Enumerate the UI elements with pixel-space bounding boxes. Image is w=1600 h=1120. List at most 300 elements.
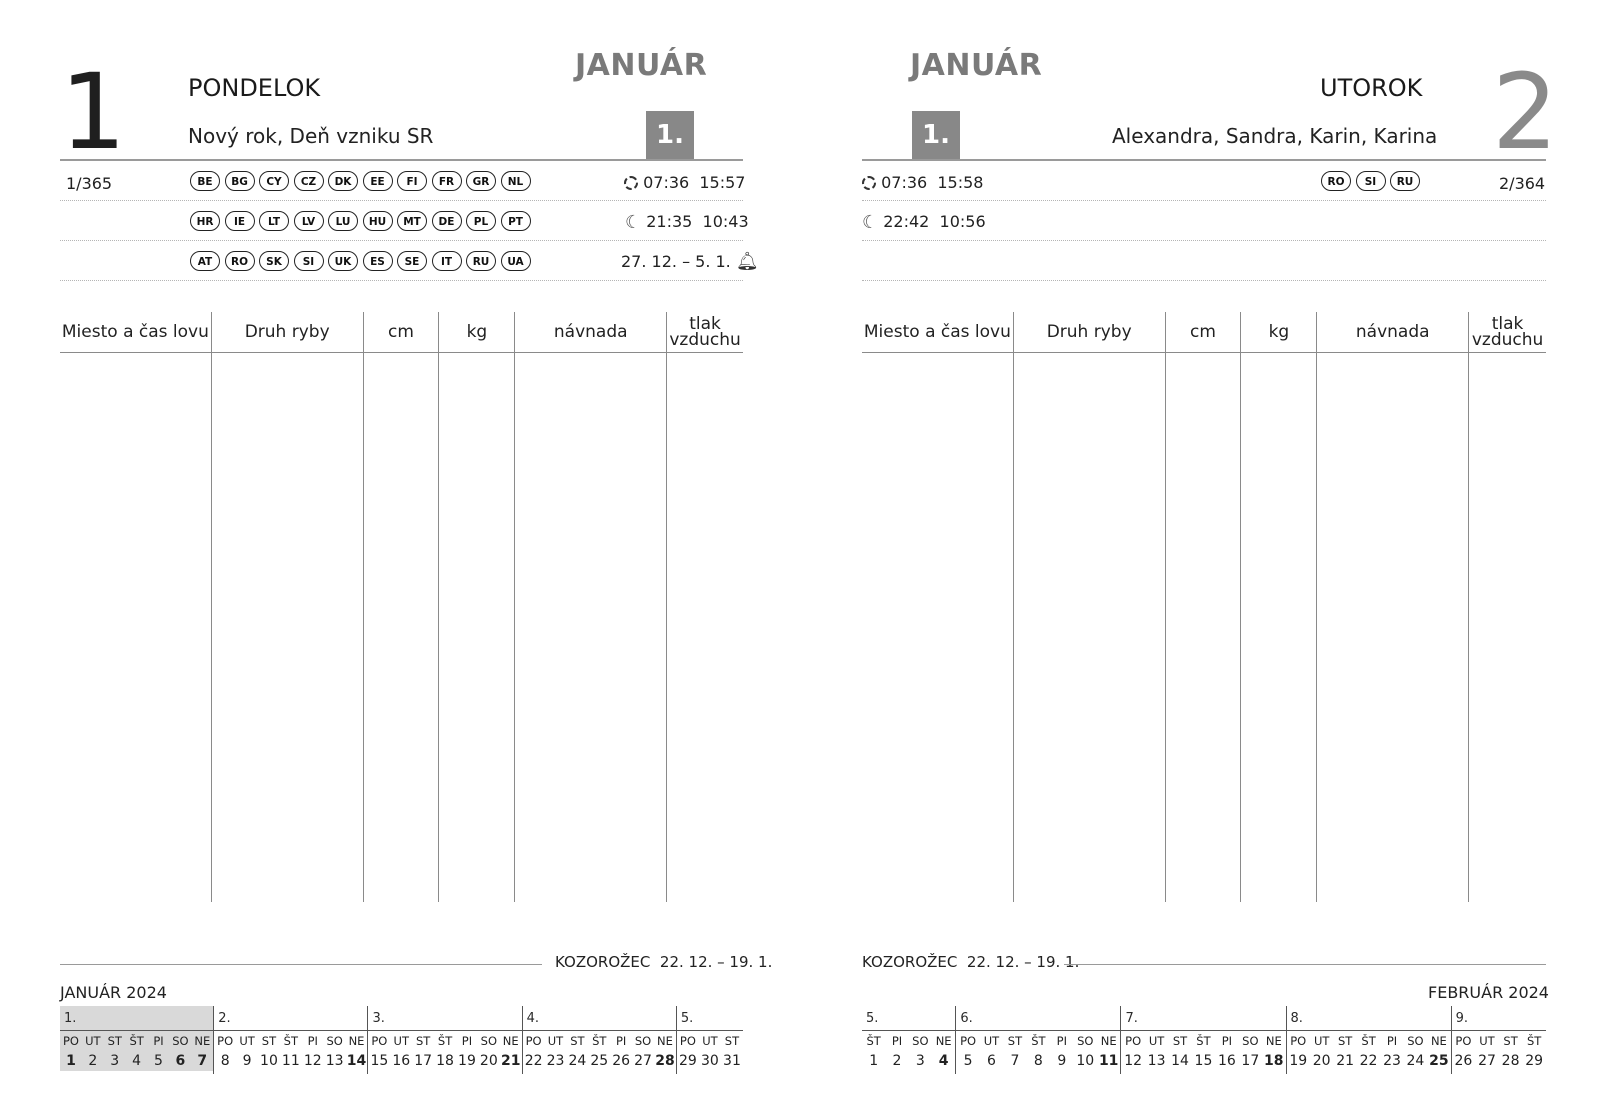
day-number: 22 <box>1359 1053 1378 1069</box>
country-code-badge: HU <box>363 211 393 231</box>
mini-calendar-day[interactable] <box>1145 1031 1168 1071</box>
weekday-abbrev: ST <box>1503 1034 1518 1048</box>
zodiac-sign: KOZOROŽEC 22. 12. – 19. 1. <box>555 953 773 971</box>
mini-calendar-day[interactable] <box>885 1031 908 1071</box>
column-air-pressure[interactable] <box>667 312 743 902</box>
mini-calendar <box>862 1006 1546 1074</box>
mini-calendar-day[interactable] <box>1168 1031 1191 1071</box>
country-code-badge: PL <box>466 211 496 231</box>
mini-calendar-day[interactable] <box>932 1031 955 1071</box>
country-code-badge: UK <box>328 251 358 271</box>
mini-calendar-week <box>1121 1006 1286 1074</box>
weekday-abbrev: SO <box>1242 1034 1259 1048</box>
mini-calendar-week <box>677 1006 743 1074</box>
mini-calendar-day[interactable] <box>456 1031 478 1071</box>
weekday-abbrev: PI <box>1386 1034 1398 1048</box>
day-number: 1 <box>60 51 127 173</box>
mini-calendar-day[interactable] <box>980 1031 1003 1071</box>
day-number: 15 <box>370 1053 389 1069</box>
weekday-abbrev: UT <box>239 1034 255 1048</box>
mini-calendar-week <box>60 1006 214 1074</box>
column-header: kg <box>439 312 514 353</box>
country-code-badge: RU <box>466 251 496 271</box>
mini-calendar-day[interactable] <box>566 1031 588 1071</box>
mini-calendar-day[interactable] <box>1499 1031 1523 1071</box>
day-number: 28 <box>655 1053 675 1069</box>
school-holiday <box>621 251 759 272</box>
mini-calendar-day[interactable] <box>588 1031 610 1071</box>
country-code-badge: BE <box>190 171 220 191</box>
divider <box>862 200 1546 201</box>
country-code-badge: LV <box>294 211 324 231</box>
weekday-abbrev: PO <box>1125 1034 1142 1048</box>
column-header: tlak vzduchu <box>1469 312 1546 353</box>
day-number: 31 <box>723 1053 741 1069</box>
day-number: 30 <box>701 1053 719 1069</box>
weekday-abbrev: SO <box>326 1034 343 1048</box>
day-number: 16 <box>392 1053 411 1069</box>
weekday-abbrev: ŠT <box>1031 1034 1046 1048</box>
weekday-abbrev: NE <box>1100 1034 1117 1048</box>
catch-log-table <box>862 312 1546 902</box>
sun-times <box>624 173 745 192</box>
weekday-abbrev: ŠT <box>1526 1034 1542 1048</box>
country-code-badge: RU <box>1390 171 1420 191</box>
weekday-abbrev: UT <box>85 1034 101 1048</box>
mini-calendar-day[interactable] <box>148 1031 170 1071</box>
weekday-abbrev: UT <box>1148 1034 1165 1048</box>
mini-calendar-day[interactable] <box>368 1031 390 1071</box>
mini-calendar-week <box>1452 1006 1546 1074</box>
column-header: cm <box>364 312 439 353</box>
country-code-badge: SE <box>397 251 427 271</box>
country-code-badge: DE <box>432 211 462 231</box>
mini-calendar-day[interactable] <box>191 1031 213 1071</box>
weekday-abbrev: UT <box>702 1034 718 1048</box>
weekday-abbrev: PI <box>153 1034 164 1048</box>
weekday-abbrev: NE <box>348 1034 365 1048</box>
country-codes-row-3 <box>190 251 535 271</box>
month-name: JANUÁR <box>910 48 1043 83</box>
day-number: 14 <box>1171 1053 1189 1069</box>
mini-calendar-day[interactable] <box>1262 1031 1285 1071</box>
weekday-abbrev: ST <box>724 1034 740 1048</box>
month-name: JANUÁR <box>575 48 708 83</box>
day-number: 26 <box>612 1053 631 1069</box>
day-number: 2 <box>892 1053 902 1069</box>
mini-calendar-title: FEBRUÁR 2024 <box>1428 983 1549 1002</box>
mini-calendar-day[interactable] <box>280 1031 302 1071</box>
country-code-badge: NL <box>501 171 531 191</box>
week-number: 7. <box>1121 1006 1285 1031</box>
mini-calendar-day[interactable] <box>1215 1031 1238 1071</box>
weekday-abbrev: ŠT <box>283 1034 298 1048</box>
week-number: 1. <box>60 1006 213 1031</box>
weekday-abbrev: SO <box>912 1034 929 1048</box>
weekday-abbrev: PI <box>1221 1034 1233 1048</box>
mini-calendar-day[interactable] <box>1239 1031 1262 1071</box>
weekday-abbrev: PO <box>679 1034 696 1048</box>
country-code-badge: LU <box>328 211 358 231</box>
column-place-time[interactable] <box>60 312 212 902</box>
zodiac-sign: KOZOROŽEC 22. 12. – 19. 1. <box>862 953 1080 971</box>
day-number: 3 <box>915 1053 925 1069</box>
holiday-range: 27. 12. – 5. 1. <box>621 252 731 271</box>
day-number: 12 <box>303 1053 322 1069</box>
day-number: 12 <box>1124 1053 1143 1069</box>
country-code-badge: CZ <box>294 171 324 191</box>
weekday-abbrev: PI <box>616 1034 627 1048</box>
week-number: 5. <box>677 1006 743 1031</box>
divider <box>862 240 1546 241</box>
mini-calendar-day[interactable] <box>1475 1031 1499 1071</box>
day-number: 29 <box>1525 1053 1544 1069</box>
right-page <box>800 0 1600 1120</box>
day-number: 20 <box>1312 1053 1331 1069</box>
country-code-badge: GR <box>466 171 496 191</box>
catch-log-table <box>60 312 743 902</box>
divider <box>60 200 743 201</box>
divider <box>60 240 743 241</box>
day-number: 15 <box>1194 1053 1213 1069</box>
day-number: 11 <box>1098 1053 1119 1069</box>
weekday-abbrev: PI <box>891 1034 903 1048</box>
mini-calendar-day[interactable] <box>412 1031 434 1071</box>
weekday-abbrev: ST <box>107 1034 122 1048</box>
column-header: Druh ryby <box>212 312 363 353</box>
divider <box>60 280 743 281</box>
day-number: 10 <box>260 1053 278 1069</box>
mini-calendar-day[interactable] <box>862 1031 885 1071</box>
day-number: 1 <box>66 1053 76 1069</box>
weekday-abbrev: PO <box>525 1034 542 1048</box>
weekday-abbrev: NE <box>1265 1034 1282 1048</box>
day-number: 11 <box>281 1053 300 1069</box>
column-header: návnada <box>515 312 666 353</box>
day-number: 3 <box>110 1053 120 1069</box>
day-number: 21 <box>500 1053 521 1069</box>
week-number: 9. <box>1452 1006 1546 1031</box>
mini-calendar-day[interactable] <box>1097 1031 1120 1071</box>
weekday-abbrev: NE <box>935 1034 952 1048</box>
day-name: PONDELOK <box>188 74 321 102</box>
mini-calendar-week <box>862 1006 956 1074</box>
country-code-badge: BG <box>225 171 255 191</box>
day-number: 27 <box>634 1053 652 1069</box>
mini-calendar-day[interactable] <box>721 1031 743 1071</box>
mini-calendar-day[interactable] <box>500 1031 522 1071</box>
day-number: 18 <box>436 1053 454 1069</box>
country-code-badge: IE <box>225 211 255 231</box>
mini-calendar-week <box>368 1006 522 1074</box>
weekday-abbrev: ŠT <box>592 1034 607 1048</box>
weekday-abbrev: PO <box>1455 1034 1472 1048</box>
sun-times-text: 07:36 15:58 <box>881 173 984 192</box>
weekday-abbrev: PO <box>371 1034 388 1048</box>
column-air-pressure[interactable] <box>1469 312 1546 902</box>
country-code-badge: PT <box>501 211 531 231</box>
mini-calendar-day[interactable] <box>956 1031 979 1071</box>
weekday-abbrev: ST <box>1172 1034 1188 1048</box>
bell-icon: 🔔︎ <box>735 251 759 272</box>
day-number: 18 <box>1264 1053 1284 1069</box>
day-number: 4 <box>132 1053 142 1069</box>
country-code-badge: MT <box>397 211 427 231</box>
country-codes-row-2 <box>190 211 535 231</box>
day-number: 13 <box>1147 1053 1166 1069</box>
column-header: tlak vzduchu <box>667 312 743 353</box>
weekday-abbrev: NE <box>194 1034 211 1048</box>
day-number: 25 <box>1429 1053 1449 1069</box>
header-rule <box>862 159 1546 161</box>
weekday-abbrev: PO <box>1290 1034 1307 1048</box>
weekday-abbrev: UT <box>1479 1034 1495 1048</box>
country-code-badge: SK <box>259 251 289 271</box>
mini-calendar-day[interactable] <box>390 1031 412 1071</box>
weekday-abbrev: ŠT <box>866 1034 881 1048</box>
day-number: 9 <box>1057 1053 1067 1069</box>
mini-calendar <box>60 1006 743 1074</box>
country-code-badge: EE <box>363 171 393 191</box>
day-number: 21 <box>1336 1053 1355 1069</box>
day-number: 24 <box>1406 1053 1425 1069</box>
day-number: 23 <box>1383 1053 1401 1069</box>
week-number: 6. <box>956 1006 1120 1031</box>
weekday-abbrev: NE <box>657 1034 673 1048</box>
day-number: 8 <box>220 1053 230 1069</box>
week-badge: 1. <box>646 111 694 159</box>
mini-calendar-day[interactable] <box>654 1031 676 1071</box>
column-header: Miesto a čas lovu <box>60 312 211 353</box>
mini-calendar-week <box>214 1006 368 1074</box>
weekday-abbrev: ST <box>261 1034 277 1048</box>
day-number: 4 <box>938 1053 949 1069</box>
moon-icon: ☾ <box>862 212 879 233</box>
moon-times-text: 22:42 10:56 <box>883 212 986 231</box>
weekday-abbrev: SO <box>480 1034 498 1048</box>
column-fish-species[interactable] <box>1014 312 1166 902</box>
mini-calendar-day[interactable] <box>214 1031 236 1071</box>
mini-calendar-day[interactable] <box>258 1031 280 1071</box>
sun-times <box>862 173 983 192</box>
sun-icon <box>624 176 638 190</box>
country-code-badge: ES <box>363 251 393 271</box>
mini-calendar-day[interactable] <box>1192 1031 1215 1071</box>
weekday-abbrev: PI <box>461 1034 473 1048</box>
weekday-abbrev: ŠT <box>129 1034 144 1048</box>
mini-calendar-day[interactable] <box>1121 1031 1144 1071</box>
mini-calendar-day[interactable] <box>1452 1031 1476 1071</box>
day-number: 19 <box>458 1053 476 1069</box>
weekday-abbrev: UT <box>983 1034 1000 1048</box>
day-number: 5 <box>154 1053 163 1069</box>
day-number: 6 <box>175 1053 186 1069</box>
mini-calendar-title: JANUÁR 2024 <box>60 983 167 1002</box>
day-number: 20 <box>479 1053 498 1069</box>
country-code-badge: HR <box>190 211 220 231</box>
day-number: 13 <box>325 1053 344 1069</box>
week-number: 8. <box>1287 1006 1451 1031</box>
weekday-abbrev: UT <box>547 1034 564 1048</box>
column-header: Druh ryby <box>1014 312 1165 353</box>
mini-calendar-day[interactable] <box>1404 1031 1427 1071</box>
column-bait[interactable] <box>515 312 667 902</box>
column-kg[interactable] <box>1241 312 1317 902</box>
sun-times-text: 07:36 15:57 <box>643 173 746 192</box>
weekday-abbrev: PO <box>217 1034 234 1048</box>
day-of-year: 1/365 <box>66 174 113 193</box>
day-number: 24 <box>568 1053 587 1069</box>
moon-times <box>862 212 986 233</box>
day-number: 28 <box>1501 1053 1520 1069</box>
weekday-abbrev: PO <box>62 1034 79 1048</box>
weekday-abbrev: NE <box>502 1034 519 1048</box>
day-number: 27 <box>1478 1053 1496 1069</box>
column-header: cm <box>1166 312 1241 353</box>
column-header: kg <box>1241 312 1316 353</box>
country-code-badge: CY <box>259 171 289 191</box>
mini-calendar-day[interactable] <box>1310 1031 1333 1071</box>
mini-calendar-day[interactable] <box>346 1031 368 1071</box>
mini-calendar-day[interactable] <box>236 1031 258 1071</box>
column-cm[interactable] <box>364 312 440 902</box>
name-days: Nový rok, Deň vzniku SR <box>188 124 434 148</box>
week-badge: 1. <box>912 111 960 159</box>
moon-icon: ☾ <box>625 212 642 233</box>
mini-calendar-day[interactable] <box>909 1031 932 1071</box>
day-number: 16 <box>1217 1053 1236 1069</box>
weekday-abbrev: NE <box>1430 1034 1447 1048</box>
mini-calendar-day[interactable] <box>632 1031 654 1071</box>
day-number: 5 <box>963 1053 973 1069</box>
mini-calendar-day[interactable] <box>1357 1031 1380 1071</box>
day-of-year: 2/364 <box>1499 174 1546 193</box>
day-number: 22 <box>524 1053 543 1069</box>
mini-calendar-day[interactable] <box>1287 1031 1310 1071</box>
weekday-abbrev: SO <box>1407 1034 1424 1048</box>
weekday-abbrev: PI <box>1056 1034 1067 1048</box>
mini-calendar-day[interactable] <box>169 1031 191 1071</box>
zodiac-rule <box>60 964 542 965</box>
weekday-abbrev: ŠT <box>1196 1034 1211 1048</box>
column-fish-species[interactable] <box>212 312 364 902</box>
country-code-badge: AT <box>190 251 220 271</box>
weekday-abbrev: UT <box>393 1034 409 1048</box>
day-number: 10 <box>1076 1053 1095 1069</box>
week-number: 2. <box>214 1006 367 1031</box>
weekday-abbrev: UT <box>1313 1034 1330 1048</box>
mini-calendar-week <box>956 1006 1121 1074</box>
mini-calendar-day[interactable] <box>82 1031 104 1071</box>
header-rule <box>60 159 743 161</box>
mini-calendar-day[interactable] <box>324 1031 346 1071</box>
column-kg[interactable] <box>439 312 515 902</box>
mini-calendar-day[interactable] <box>434 1031 456 1071</box>
column-header: návnada <box>1317 312 1468 353</box>
mini-calendar-day[interactable] <box>545 1031 567 1071</box>
mini-calendar-day[interactable] <box>610 1031 632 1071</box>
day-number: 19 <box>1289 1053 1308 1069</box>
country-code-badge: RO <box>1321 171 1351 191</box>
mini-calendar-week <box>523 1006 677 1074</box>
day-number: 26 <box>1454 1053 1473 1069</box>
mini-calendar-day[interactable] <box>1074 1031 1097 1071</box>
weekday-abbrev: PO <box>960 1034 977 1048</box>
name-days: Alexandra, Sandra, Karin, Karina <box>1112 124 1438 148</box>
day-number: 1 <box>869 1053 879 1069</box>
mini-calendar-day[interactable] <box>478 1031 500 1071</box>
weekday-abbrev: ŠT <box>437 1034 453 1048</box>
country-code-badge: UA <box>501 251 531 271</box>
mini-calendar-day[interactable] <box>1522 1031 1546 1071</box>
mini-calendar-day[interactable] <box>126 1031 148 1071</box>
day-number: 6 <box>987 1053 996 1069</box>
mini-calendar-day[interactable] <box>1427 1031 1450 1071</box>
day-number: 2 <box>88 1053 98 1069</box>
sun-icon <box>862 176 876 190</box>
moon-times-text: 21:35 10:43 <box>646 212 749 231</box>
country-code-badge: FR <box>432 171 462 191</box>
day-number: 17 <box>414 1053 433 1069</box>
country-code-badge: SI <box>294 251 324 271</box>
day-number: 9 <box>242 1053 252 1069</box>
weekday-abbrev: ST <box>416 1034 431 1048</box>
country-codes-row-1 <box>190 171 535 191</box>
day-number: 2 <box>1492 51 1559 173</box>
zodiac-rule <box>1064 964 1546 965</box>
day-number: 14 <box>346 1053 367 1069</box>
country-code-badge: IT <box>432 251 462 271</box>
moon-times <box>625 212 749 233</box>
mini-calendar-day[interactable] <box>1380 1031 1403 1071</box>
weekday-abbrev: SO <box>172 1034 189 1048</box>
mini-calendar-day[interactable] <box>1050 1031 1073 1071</box>
mini-calendar-day[interactable] <box>104 1031 126 1071</box>
column-place-time[interactable] <box>862 312 1014 902</box>
mini-calendar-day[interactable] <box>302 1031 324 1071</box>
day-number: 8 <box>1033 1053 1043 1069</box>
mini-calendar-day[interactable] <box>677 1031 699 1071</box>
day-number: 7 <box>1010 1053 1020 1069</box>
column-header: Miesto a čas lovu <box>862 312 1013 353</box>
week-number: 5. <box>862 1006 955 1031</box>
divider <box>862 280 1546 281</box>
country-code-badge: SI <box>1356 171 1386 191</box>
mini-calendar-week <box>1287 1006 1452 1074</box>
mini-calendar-day[interactable] <box>699 1031 721 1071</box>
country-code-badge: LT <box>259 211 289 231</box>
day-number: 23 <box>546 1053 565 1069</box>
weekday-abbrev: ST <box>1337 1034 1353 1048</box>
day-number: 17 <box>1241 1053 1260 1069</box>
mini-calendar-day[interactable] <box>523 1031 545 1071</box>
weekday-abbrev: ŠT <box>1361 1034 1376 1048</box>
day-number: 7 <box>197 1053 208 1069</box>
mini-calendar-day[interactable] <box>1003 1031 1026 1071</box>
week-number: 3. <box>368 1006 521 1031</box>
weekday-abbrev: ST <box>1007 1034 1023 1048</box>
mini-calendar-day[interactable] <box>1333 1031 1356 1071</box>
mini-calendar-day[interactable] <box>1027 1031 1050 1071</box>
country-code-badge: RO <box>225 251 255 271</box>
week-number: 4. <box>523 1006 676 1031</box>
day-name: UTOROK <box>1320 74 1423 102</box>
country-code-badge: FI <box>397 171 427 191</box>
column-cm[interactable] <box>1166 312 1242 902</box>
column-bait[interactable] <box>1317 312 1469 902</box>
mini-calendar-day[interactable] <box>60 1031 82 1071</box>
day-number: 25 <box>590 1053 609 1069</box>
